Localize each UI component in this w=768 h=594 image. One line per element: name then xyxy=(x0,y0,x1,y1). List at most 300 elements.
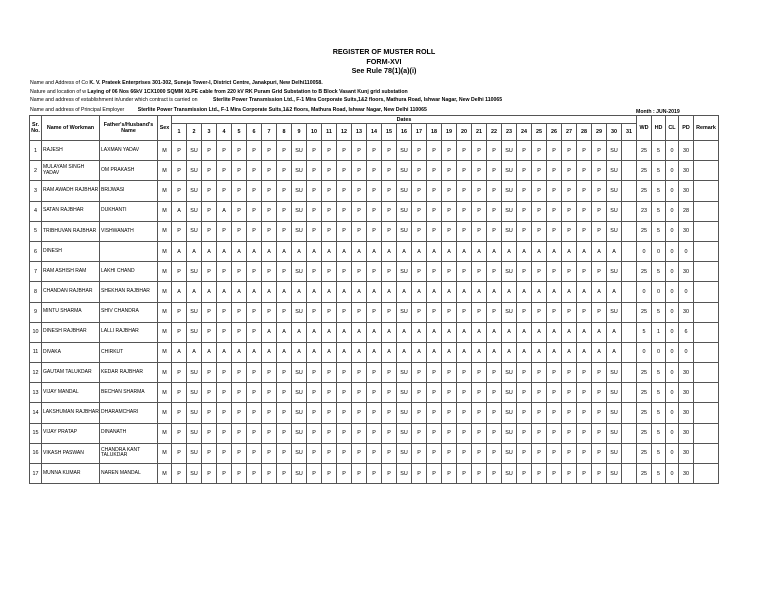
attendance-cell: P xyxy=(172,141,187,161)
attendance-cell: A xyxy=(217,282,232,302)
remark-cell xyxy=(694,342,719,362)
attendance-cell: P xyxy=(202,383,217,403)
attendance-cell: A xyxy=(427,241,442,261)
attendance-cell: SU xyxy=(187,221,202,241)
attendance-cell: A xyxy=(577,322,592,342)
attendance-cell: P xyxy=(412,201,427,221)
attendance-cell: A xyxy=(412,342,427,362)
table-row xyxy=(30,342,719,362)
attendance-cell xyxy=(622,241,637,261)
attendance-cell: A xyxy=(592,342,607,362)
wd-cell: 25 xyxy=(637,141,652,161)
wd-cell: 25 xyxy=(637,302,652,322)
sex-cell: M xyxy=(158,423,172,443)
cl-cell: 0 xyxy=(666,201,679,221)
attendance-cell: P xyxy=(442,221,457,241)
table-row xyxy=(30,403,719,423)
workman-name-cell: VIJAY PRATAP xyxy=(42,423,100,443)
day-header: 19 xyxy=(442,124,457,141)
attendance-cell: P xyxy=(322,221,337,241)
workman-name-cell: RAM ASHISH RAM xyxy=(42,262,100,282)
attendance-cell: P xyxy=(337,221,352,241)
attendance-cell: P xyxy=(412,363,427,383)
attendance-cell: P xyxy=(547,201,562,221)
attendance-cell: A xyxy=(532,342,547,362)
attendance-cell: P xyxy=(337,403,352,423)
remark-cell xyxy=(694,262,719,282)
attendance-cell: SU xyxy=(502,383,517,403)
attendance-cell: A xyxy=(292,322,307,342)
attendance-cell: SU xyxy=(607,181,622,201)
attendance-cell: P xyxy=(532,141,547,161)
attendance-cell: A xyxy=(472,241,487,261)
attendance-cell: A xyxy=(322,322,337,342)
attendance-cell: SU xyxy=(397,262,412,282)
attendance-cell: P xyxy=(202,363,217,383)
attendance-cell: P xyxy=(217,141,232,161)
workman-name-cell: MUNNA KUMAR xyxy=(42,464,100,484)
attendance-cell: A xyxy=(382,322,397,342)
attendance-cell: P xyxy=(277,423,292,443)
attendance-cell: P xyxy=(202,403,217,423)
attendance-cell: SU xyxy=(607,423,622,443)
attendance-cell: A xyxy=(202,342,217,362)
attendance-cell: P xyxy=(262,302,277,322)
attendance-cell: SU xyxy=(397,464,412,484)
attendance-cell: P xyxy=(547,141,562,161)
attendance-cell: P xyxy=(457,201,472,221)
attendance-cell: A xyxy=(442,282,457,302)
muster-roll-body xyxy=(30,141,719,484)
sr-no-cell: 14 xyxy=(30,403,42,423)
attendance-cell: A xyxy=(172,201,187,221)
attendance-cell: SU xyxy=(607,443,622,463)
attendance-cell: P xyxy=(382,383,397,403)
attendance-cell: SU xyxy=(187,423,202,443)
attendance-cell: A xyxy=(577,282,592,302)
attendance-cell: P xyxy=(307,141,322,161)
attendance-cell: P xyxy=(517,363,532,383)
attendance-cell: P xyxy=(232,464,247,484)
cl-cell: 0 xyxy=(666,141,679,161)
attendance-cell: P xyxy=(547,443,562,463)
attendance-cell: SU xyxy=(607,161,622,181)
month-label: Month : JUN-2019 xyxy=(636,109,680,115)
attendance-cell: P xyxy=(562,383,577,403)
attendance-cell: A xyxy=(187,282,202,302)
attendance-cell: P xyxy=(517,443,532,463)
attendance-cell: A xyxy=(367,322,382,342)
attendance-cell: A xyxy=(562,322,577,342)
attendance-cell: P xyxy=(457,221,472,241)
father-name-cell: LALLI RAJBHAR xyxy=(100,322,158,342)
attendance-cell: P xyxy=(247,302,262,322)
sex-cell: M xyxy=(158,241,172,261)
cl-cell: 0 xyxy=(666,302,679,322)
attendance-cell: A xyxy=(517,241,532,261)
sex-header: Sex xyxy=(158,116,172,141)
attendance-cell: A xyxy=(262,322,277,342)
sex-cell: M xyxy=(158,161,172,181)
table-row xyxy=(30,262,719,282)
attendance-cell: P xyxy=(562,464,577,484)
employer-line xyxy=(30,107,427,114)
attendance-cell: P xyxy=(202,423,217,443)
attendance-cell: A xyxy=(487,282,502,302)
attendance-cell: A xyxy=(247,241,262,261)
attendance-cell: P xyxy=(532,201,547,221)
attendance-cell: SU xyxy=(397,403,412,423)
attendance-cell: P xyxy=(382,403,397,423)
attendance-cell: P xyxy=(532,262,547,282)
attendance-cell: P xyxy=(322,181,337,201)
attendance-cell: A xyxy=(247,342,262,362)
attendance-cell xyxy=(622,282,637,302)
attendance-cell: P xyxy=(367,161,382,181)
attendance-cell: P xyxy=(367,302,382,322)
day-header: 30 xyxy=(607,124,622,141)
attendance-cell: SU xyxy=(397,363,412,383)
attendance-cell: A xyxy=(232,241,247,261)
table-row xyxy=(30,161,719,181)
pd-cell: 0 xyxy=(679,241,694,261)
attendance-cell: P xyxy=(427,161,442,181)
attendance-cell: A xyxy=(562,282,577,302)
attendance-cell: P xyxy=(472,262,487,282)
pd-cell: 30 xyxy=(679,141,694,161)
attendance-cell: P xyxy=(472,403,487,423)
attendance-cell: P xyxy=(562,363,577,383)
day-header: 31 xyxy=(622,124,637,141)
father-name-cell: NAREN MANDAL xyxy=(100,464,158,484)
wd-cell: 25 xyxy=(637,181,652,201)
cl-cell: 0 xyxy=(666,423,679,443)
attendance-cell: P xyxy=(427,141,442,161)
day-header: 25 xyxy=(532,124,547,141)
attendance-cell: P xyxy=(322,363,337,383)
remark-cell xyxy=(694,201,719,221)
hd-cell: 5 xyxy=(652,221,666,241)
attendance-cell: P xyxy=(547,403,562,423)
attendance-cell: P xyxy=(562,262,577,282)
attendance-cell: SU xyxy=(292,141,307,161)
attendance-cell: A xyxy=(217,342,232,362)
workman-name-cell: MINTU SHARMA xyxy=(42,302,100,322)
attendance-cell: A xyxy=(547,241,562,261)
attendance-cell: P xyxy=(547,423,562,443)
attendance-cell: P xyxy=(442,161,457,181)
wd-cell: 5 xyxy=(637,322,652,342)
attendance-cell: SU xyxy=(292,201,307,221)
attendance-cell: P xyxy=(592,181,607,201)
attendance-cell: P xyxy=(427,443,442,463)
attendance-cell: SU xyxy=(607,262,622,282)
remark-cell xyxy=(694,181,719,201)
attendance-cell: P xyxy=(247,464,262,484)
attendance-cell: A xyxy=(472,282,487,302)
attendance-cell: A xyxy=(607,241,622,261)
attendance-cell: P xyxy=(217,423,232,443)
attendance-cell: P xyxy=(337,302,352,322)
wd-cell: 25 xyxy=(637,221,652,241)
attendance-cell: A xyxy=(232,282,247,302)
attendance-cell: P xyxy=(487,181,502,201)
attendance-cell: P xyxy=(202,443,217,463)
attendance-cell: P xyxy=(337,141,352,161)
day-header: 2 xyxy=(187,124,202,141)
attendance-cell: P xyxy=(457,161,472,181)
attendance-cell: A xyxy=(307,322,322,342)
attendance-cell: P xyxy=(262,262,277,282)
attendance-cell: P xyxy=(217,363,232,383)
father-name-cell: BECHAN SHARMA xyxy=(100,383,158,403)
attendance-cell: P xyxy=(457,423,472,443)
attendance-cell: P xyxy=(232,423,247,443)
attendance-cell: P xyxy=(577,423,592,443)
attendance-cell: A xyxy=(337,342,352,362)
attendance-cell: P xyxy=(517,201,532,221)
cl-cell: 0 xyxy=(666,181,679,201)
hd-cell: 5 xyxy=(652,383,666,403)
attendance-cell xyxy=(622,201,637,221)
attendance-cell: P xyxy=(307,403,322,423)
attendance-cell: P xyxy=(382,464,397,484)
hd-cell: 5 xyxy=(652,443,666,463)
father-name-cell: LAXMAN YADAV xyxy=(100,141,158,161)
attendance-cell: P xyxy=(472,423,487,443)
attendance-cell: P xyxy=(277,181,292,201)
attendance-cell: P xyxy=(262,403,277,423)
attendance-cell: P xyxy=(307,181,322,201)
attendance-cell: P xyxy=(322,464,337,484)
attendance-cell: A xyxy=(187,342,202,362)
attendance-cell: P xyxy=(427,383,442,403)
attendance-cell: SU xyxy=(292,383,307,403)
attendance-cell: SU xyxy=(502,181,517,201)
attendance-cell: P xyxy=(592,201,607,221)
attendance-cell: P xyxy=(277,443,292,463)
attendance-cell: P xyxy=(247,181,262,201)
attendance-cell: P xyxy=(247,201,262,221)
attendance-cell: P xyxy=(592,221,607,241)
table-row xyxy=(30,282,719,302)
hd-cell: 0 xyxy=(652,241,666,261)
attendance-cell: P xyxy=(412,161,427,181)
attendance-cell: SU xyxy=(292,443,307,463)
attendance-cell: SU xyxy=(397,443,412,463)
attendance-cell: P xyxy=(442,302,457,322)
sr-no-cell: 12 xyxy=(30,363,42,383)
attendance-cell: A xyxy=(292,241,307,261)
attendance-cell: A xyxy=(412,241,427,261)
attendance-cell: P xyxy=(532,443,547,463)
day-header: 14 xyxy=(367,124,382,141)
pd-cell: 30 xyxy=(679,161,694,181)
attendance-cell: A xyxy=(322,282,337,302)
attendance-cell: P xyxy=(412,302,427,322)
attendance-cell: P xyxy=(382,262,397,282)
workman-name-header: Name of Workman xyxy=(42,116,100,141)
attendance-cell: P xyxy=(517,383,532,403)
attendance-cell: P xyxy=(352,141,367,161)
attendance-cell: P xyxy=(232,383,247,403)
attendance-cell xyxy=(622,322,637,342)
remark-cell xyxy=(694,363,719,383)
attendance-cell: P xyxy=(172,221,187,241)
workman-name-cell: RAJESH xyxy=(42,141,100,161)
attendance-cell: A xyxy=(427,322,442,342)
sex-cell: M xyxy=(158,302,172,322)
attendance-cell: P xyxy=(427,302,442,322)
attendance-cell: P xyxy=(592,423,607,443)
attendance-cell: P xyxy=(592,383,607,403)
pd-cell: 0 xyxy=(679,342,694,362)
attendance-cell: P xyxy=(472,221,487,241)
attendance-cell: P xyxy=(592,464,607,484)
attendance-cell: P xyxy=(442,464,457,484)
attendance-cell: P xyxy=(427,221,442,241)
attendance-cell: A xyxy=(427,282,442,302)
attendance-cell: P xyxy=(322,262,337,282)
remark-cell xyxy=(694,464,719,484)
attendance-cell: P xyxy=(262,141,277,161)
attendance-cell: A xyxy=(217,201,232,221)
attendance-cell: SU xyxy=(292,221,307,241)
attendance-cell: A xyxy=(337,241,352,261)
attendance-cell: A xyxy=(307,282,322,302)
attendance-cell: P xyxy=(517,262,532,282)
attendance-cell: P xyxy=(262,443,277,463)
attendance-cell: P xyxy=(352,302,367,322)
attendance-cell xyxy=(622,262,637,282)
attendance-cell: P xyxy=(232,161,247,181)
document-header xyxy=(0,47,768,76)
table-row xyxy=(30,383,719,403)
workman-name-cell: TRIBHUVAN RAJBHAR xyxy=(42,221,100,241)
attendance-cell: SU xyxy=(187,181,202,201)
attendance-cell: A xyxy=(517,342,532,362)
attendance-cell: SU xyxy=(397,221,412,241)
attendance-cell: A xyxy=(502,241,517,261)
attendance-cell: A xyxy=(487,322,502,342)
attendance-cell: P xyxy=(412,181,427,201)
attendance-cell: P xyxy=(352,423,367,443)
attendance-cell: A xyxy=(382,241,397,261)
remark-cell xyxy=(694,423,719,443)
attendance-cell: P xyxy=(247,403,262,423)
attendance-cell: P xyxy=(337,423,352,443)
attendance-cell: P xyxy=(202,464,217,484)
wd-cell: 25 xyxy=(637,262,652,282)
establishment-value: Sterlite Power Transmission Ltd., F-1 Mira Corporate Suits,1&2 floors, Mathura Road, Ishwar Nagar, New Delhi 110065 xyxy=(212,97,503,103)
attendance-cell: P xyxy=(367,443,382,463)
hd-cell: 5 xyxy=(652,161,666,181)
sex-cell: M xyxy=(158,141,172,161)
attendance-cell: A xyxy=(367,241,382,261)
cl-cell: 0 xyxy=(666,403,679,423)
attendance-cell: P xyxy=(247,262,262,282)
attendance-cell: P xyxy=(247,322,262,342)
wd-cell: 25 xyxy=(637,403,652,423)
pd-cell: 30 xyxy=(679,302,694,322)
attendance-cell: P xyxy=(442,443,457,463)
attendance-cell: P xyxy=(307,161,322,181)
attendance-cell: P xyxy=(547,262,562,282)
attendance-cell: SU xyxy=(502,141,517,161)
attendance-cell: P xyxy=(352,262,367,282)
attendance-cell: P xyxy=(562,141,577,161)
attendance-cell: P xyxy=(172,302,187,322)
attendance-cell: A xyxy=(352,282,367,302)
attendance-cell: P xyxy=(262,201,277,221)
attendance-cell: A xyxy=(352,322,367,342)
workman-name-cell: DIVAKA xyxy=(42,342,100,362)
attendance-cell: P xyxy=(247,161,262,181)
attendance-cell: P xyxy=(442,383,457,403)
sex-cell: M xyxy=(158,403,172,423)
cl-cell: 0 xyxy=(666,464,679,484)
cl-cell: 0 xyxy=(666,282,679,302)
attendance-cell: P xyxy=(337,363,352,383)
cl-cell: 0 xyxy=(666,262,679,282)
attendance-cell: P xyxy=(517,423,532,443)
attendance-cell: P xyxy=(367,403,382,423)
attendance-cell: P xyxy=(277,161,292,181)
attendance-cell: P xyxy=(592,403,607,423)
attendance-cell: P xyxy=(427,201,442,221)
attendance-cell: P xyxy=(322,302,337,322)
hd-cell: 5 xyxy=(652,302,666,322)
attendance-cell: A xyxy=(262,282,277,302)
attendance-cell: P xyxy=(457,141,472,161)
workman-name-cell: RAM AWADH RAJBHAR xyxy=(42,181,100,201)
table-row xyxy=(30,221,719,241)
attendance-cell: P xyxy=(412,221,427,241)
attendance-cell: P xyxy=(487,262,502,282)
attendance-cell: P xyxy=(577,443,592,463)
attendance-cell: A xyxy=(502,322,517,342)
attendance-cell: P xyxy=(517,161,532,181)
attendance-cell: P xyxy=(517,403,532,423)
father-name-cell: BRIJWASI xyxy=(100,181,158,201)
father-name-cell: DHARAMCHARI xyxy=(100,403,158,423)
attendance-cell: A xyxy=(397,342,412,362)
attendance-cell: P xyxy=(547,302,562,322)
father-name-cell: SHEKHAN RAJBHAR xyxy=(100,282,158,302)
day-header: 18 xyxy=(427,124,442,141)
attendance-cell: P xyxy=(532,181,547,201)
attendance-cell: A xyxy=(382,282,397,302)
attendance-cell: A xyxy=(487,241,502,261)
attendance-cell: P xyxy=(457,403,472,423)
day-header: 21 xyxy=(472,124,487,141)
attendance-cell: P xyxy=(337,262,352,282)
attendance-cell: P xyxy=(592,302,607,322)
attendance-cell: P xyxy=(577,363,592,383)
table-row xyxy=(30,141,719,161)
workman-name-cell: CHANDAN RAJBHAR xyxy=(42,282,100,302)
remark-cell xyxy=(694,221,719,241)
attendance-cell: SU xyxy=(187,383,202,403)
father-name-cell: OM PRAKASH xyxy=(100,161,158,181)
attendance-cell: SU xyxy=(607,141,622,161)
attendance-cell: P xyxy=(337,161,352,181)
attendance-cell: A xyxy=(442,342,457,362)
register-title: REGISTER OF MUSTER ROLL xyxy=(332,47,436,56)
sex-cell: M xyxy=(158,282,172,302)
remark-cell xyxy=(694,241,719,261)
attendance-cell: A xyxy=(562,342,577,362)
